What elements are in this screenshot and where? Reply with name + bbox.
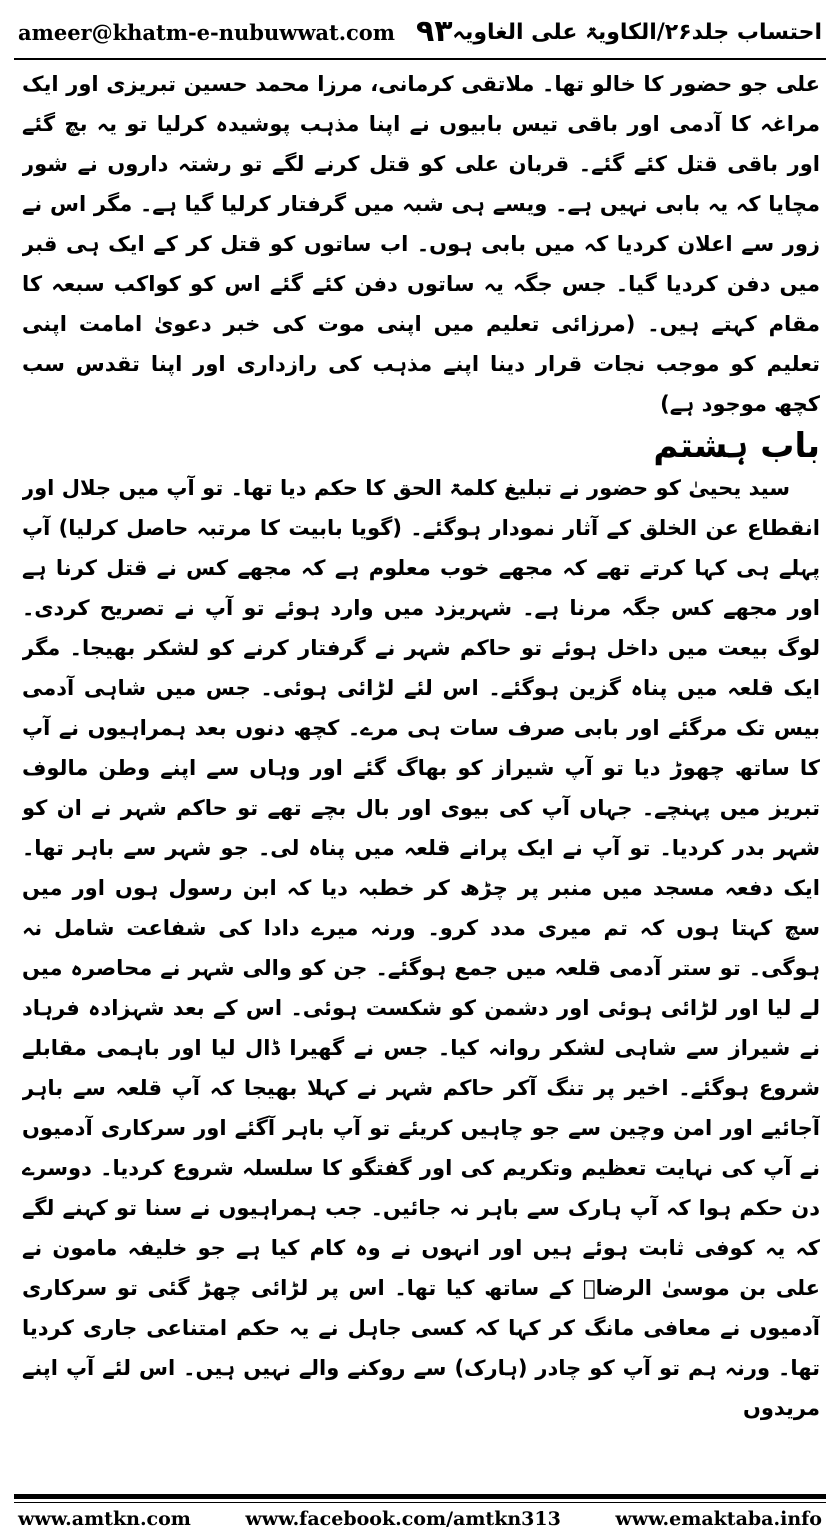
paragraph-2: سید یحییٰ کو حضور نے تبلیغ کلمۃ الحق کا حکم دیا تھا۔ تو آپ میں جلال اور انقطاع عن الخلق کے آثار نمودار ہوگئے۔ (گویا بابیت کا مرتبہ حاصل کرلیا) آپ پہلے ہی کہا کرتے تھے کہ مجھے خوب معلوم ہے کہ مجھے کس نے قتل کرنا ہے اور مجھے کس جگہ مرنا ہے۔ شہریزد میں وارد ہوئے تو آپ نے تصریح کردی۔ لوگ بیعت میں داخل ہوئے تو حاکم شہر نے گرفتار کرنے کو لشکر بھیجا۔ مگر ایک قلعہ میں پناہ گزین ہوگئے۔ اس لئے لڑائی ہوئی۔ جس میں شاہی آدمی بیس تک مرگئے اور بابی صرف سات ہی مرے۔ کچھ دنوں بعد ہمراہیوں نے آپ کا ساتھ چھوڑ دیا تو آپ شیراز کو بھاگ گئے اور وہاں سے اپنے وطن مالوف تبریز میں پہنچے۔ جہاں آپ کی بیوی اور بال بچے تھے تو حاکم شہر نے ان کو شہر بدر کردیا۔ تو آپ نے ایک پرانے قلعہ میں پناہ لی۔ جو شہر سے باہر تھا۔ ایک دفعہ مسجد میں منبر پر چڑھ کر خطبہ دیا کہ ابن رسول ہوں اور میں سچ کہتا ہوں کہ تم میری مدد کرو۔ ورنہ میرے دادا کی شفاعت شامل نہ ہوگی۔ تو ستر آدمی قلعہ میں جمع ہوگئے۔ جن کو والی شہر نے محاصرہ میں لے لیا اور لڑائی ہوئی اور دشمن کو شکست ہوئی۔ اس کے بعد شہزادہ فرہاد نے شیراز سے شاہی لشکر روانہ کیا۔ جس نے گھیرا ڈال لیا اور باہمی مقابلے شروع ہوگئے۔ اخیر پر تنگ آکر حاکم شہر نے کہلا بھیجا کہ آپ قلعہ سے باہر آجائیے اور امن وچین سے جو چاہیں کریئے تو آپ باہر آگئے اور سرکاری آدمیوں نے آپ کی نہایت تعظیم وتکریم کی اور گفتگو کا سلسلہ شروع کردیا۔ دوسرے دن حکم ہوا کہ آپ ہارک سے باہر نہ جائیں۔ جب ہمراہیوں نے سنا تو کہنے لگے کہ یہ کوفی ثابت ہوئے ہیں اور انہوں نے وہ کام کیا ہے جو خلیفہ مامون نے علی بن موسیٰ الرضاؒ کے ساتھ کیا تھا۔ اس پر لڑائی چھڑ گئی تو سرکاری آدمیوں نے معافی مانگ کر کہا کہ کسی جاہل نے یہ حکم امتناعی جاری کردیا تھا۔ ورنہ ہم تو آپ کو چادر (ہارک) سے روکنے والے نہیں ہیں۔ اس لئے آپ اپنے مریدوں (22, 476, 820, 1420)
header-divider (14, 58, 826, 60)
page-number: ۹۳ (416, 14, 453, 49)
page-body (22, 64, 820, 1456)
paragraph-1: علی جو حضور کا خالو تھا۔ ملاتقی کرمانی، مرزا محمد حسین تبریزی اور ایک مراغہ کا آدمی اور باقی تیس بابیوں نے اپنا مذہب پوشیدہ کرلیا تو یہ بچ گئے اور باقی قتل کئے گئے۔ قربان علی کو قتل کرنے لگے تو رشتہ داروں نے شور مچایا کہ یہ بابی نہیں ہے۔ ویسے ہی شبہ میں گرفتار کرلیا گیا ہے۔ مگر اس نے زور سے اعلان کردیا کہ میں بابی ہوں۔ اب ساتوں کو قتل کر کے ایک ہی قبر میں دفن کردیا گیا۔ جس جگہ یہ ساتوں دفن کئے گئے اس کو کواکب سبعہ کا مقام کہتے ہیں۔ (مرزائی تعلیم میں اپنی موت کی خبر دعویٰ امامت اپنی تعلیم کو موجب نجات قرار دینا اپنے مذہب کی رازداری اور اپنا تقدس سب کچھ موجود ہے) (22, 72, 820, 416)
footer-divider-thick (14, 1494, 826, 1499)
footer-link-amtkn[interactable]: www.amtkn.com (18, 1508, 191, 1530)
book-title: احتساب جلد۲۶/الکاویۃ علی الغاویہ (452, 20, 822, 45)
footer-divider-thin (14, 1502, 826, 1503)
page-header (18, 14, 822, 56)
page-footer (18, 1508, 822, 1536)
footer-link-facebook[interactable]: www.facebook.com/amtkn313 (245, 1508, 561, 1530)
header-email[interactable]: ameer@khatm-e-nubuwwat.com (18, 20, 396, 45)
footer-link-emaktaba[interactable]: www.emaktaba.info (615, 1508, 822, 1530)
chapter-heading: باب ہشتم (653, 426, 820, 466)
